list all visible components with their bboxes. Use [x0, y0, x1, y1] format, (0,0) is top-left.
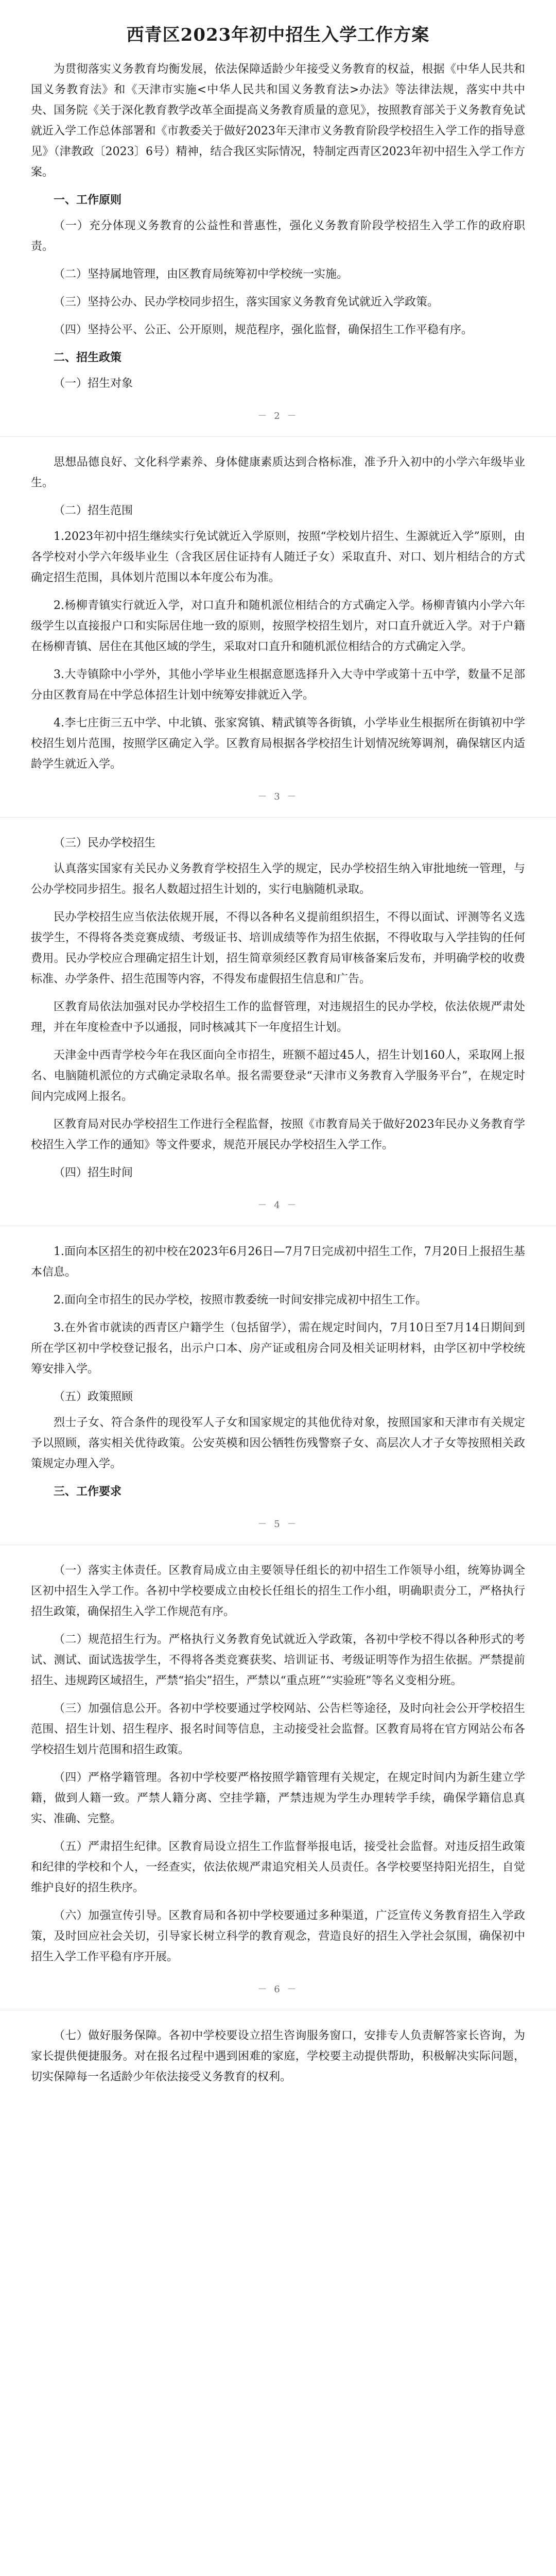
intro-paragraph: 为贯彻落实义务教育均衡发展，依法保障适龄少年接受义务教育的权益，根据《中华人民共和国义务教育法》和《天津市实施<中华人民共和国义务教育法>办法》等法律法规，落实中共中央、国务院《关于深化教育教学改革全面提高义务教育质量的意见》，按照教育部关于义务教育免试就近入学工作总体部署和《市教委关于做好2023年天津市义务教育阶段学校招生入学工作的指导意见》（津教政〔2023〕6号）精神，结合我区实际情况，特制定西青区2023年初中招生入学工作方案。 [31, 63, 525, 179]
document-body [31, 190, 525, 2088]
body-paragraph: （一）落实主体责任。区教育局成立由主要领导任组长的初中招生工作领导小组，统筹协调全区初中招生入学工作。各初中学校要成立由校长任组长的招生工作小组，明确职责分工，严格执行招生政策，确保招生入学工作规范有序。 [31, 1564, 525, 1618]
body-paragraph: （六）加强宣传引导。区教育局和各初中学校要通过多种渠道，广泛宣传义务教育招生入学政策，及时回应社会关切，引导家长树立科学的教育观念，营造良好的招生入学社会氛围，确保初中招生入学工作平稳有序开展。 [31, 1909, 525, 1963]
body-paragraph: 4.李七庄街三五中学、中北镇、张家窝镇、精武镇等各街镇，小学毕业生根据所在街镇初中学校招生划片范围，按照学区确定入学。区教育局根据各学校招生计划情况统筹调剂，确保辖区内适龄学生就近入学。 [31, 717, 525, 771]
body-paragraph: （三）加强信息公开。各初中学校要通过学校网站、公告栏等途径，及时向社会公开学校招生范围、招生计划、招生程序、报名时间等信息，主动接受社会监督。区教育局将在官方网站公布各学校招生划片范围和招生政策。 [31, 1702, 525, 1756]
body-paragraph: 2.杨柳青镇实行就近入学，对口直升和随机派位相结合的方式确定入学。杨柳青镇内小学六年级学生以直接报户口和实际居住地一致的原则，按照学校招生划片，对口直升就近入学。对于户籍在杨柳青镇、居住在其他区域的学生，采取对口直升和随机派位相结合的方式确定入学。 [31, 599, 525, 653]
body-paragraph: 烈士子女、符合条件的现役军人子女和国家规定的其他优待对象，按照国家和天津市有关规定予以照顾，落实相关优待政策。公安英模和因公牺牲伤残警察子女、高层次人才子女等按照相关政策规定办理入学。 [31, 1416, 525, 1470]
subsection-heading: （一）招生对象 [54, 377, 133, 390]
body-paragraph: （二）规范招生行为。严格执行义务教育免试就近入学政策，各初中学校不得以各种形式的考试、测试、面试选拔学生，不得将各类竞赛获奖、培训证书、考级证明等作为招生依据。严禁提前招生、违规跨区域招生，严禁“掐尖”招生，严禁以“重点班”“实验班”等名义变相分班。 [31, 1633, 525, 1687]
subsection-heading: （四）招生时间 [54, 1166, 133, 1179]
body-paragraph: 民办学校招生应当依法依规开展，不得以各种名义提前组织招生，不得以面试、评测等名义选拔学生，不得将各类竞赛成绩、考级证书、培训成绩等作为招生依据，不得收取与入学挂钩的任何费用。民办学校应合理确定招生计划，招生简章须经区教育局审核备案后发布，并明确学校的收费标准、办学条件、招生范围等内容，不得发布虚假招生信息和广告。 [31, 911, 525, 986]
page-number: － 5 － [257, 1519, 299, 1530]
body-paragraph: 2.面向全市招生的民办学校，按照市教委统一时间安排完成初中招生工作。 [54, 1294, 427, 1307]
body-paragraph: 区教育局依法加强对民办学校招生工作的监督管理，对违规招生的民办学校，依法依规严肃处理，并在年度检查中予以通报，同时核减其下一年度招生计划。 [31, 1001, 525, 1034]
body-paragraph: 天津金中西青学校今年在我区面向全市招生，班额不超过45人，招生计划160人，采取网上报名、电脑随机派位的方式确定录取名单。报名需要登录“天津市义务教育入学服务平台”，在规定时间内完成网上报名。 [31, 1049, 525, 1103]
page-number: － 3 － [257, 791, 299, 802]
body-paragraph: 认真落实国家有关民办义务教育学校招生入学的规定，民办学校招生纳入审批地统一管理，与公办学校同步招生。报名人数超过招生计划的，实行电脑随机录取。 [31, 862, 525, 896]
body-paragraph: （四）严格学籍管理。各初中学校要严格按照学籍管理有关规定，在规定时间内为新生建立学籍，做到人籍一致。严禁人籍分离、空挂学籍，严禁违规为学生办理转学手续，确保学籍信息真实、准确、完整。 [31, 1771, 525, 1825]
body-paragraph: （二）坚持属地管理，由区教育局统筹初中学校统一实施。 [54, 268, 349, 281]
page-divider [0, 436, 556, 437]
body-paragraph: （三）坚持公办、民办学校同步招生，落实国家义务教育免试就近入学政策。 [54, 296, 439, 309]
section-heading: 三、工作要求 [54, 1485, 122, 1498]
subsection-heading: （五）政策照顾 [54, 1391, 133, 1403]
document-title: 西青区2023年初中招生入学工作方案 [126, 25, 430, 45]
page-divider [0, 817, 556, 818]
document-intro [31, 59, 525, 183]
page-number: － 2 － [257, 411, 299, 421]
body-paragraph: （四）坚持公平、公正、公开原则，规范程序，强化监督，确保招生工作平稳有序。 [54, 324, 473, 336]
page-number: － 6 － [257, 1984, 299, 1995]
body-paragraph: 1.2023年初中招生继续实行免试就近入学原则，按照“学校划片招生、生源就近入学”原则，由各学校对小学六年级毕业生（含我区居住证持有人随迁子女）采取直升、对口、划片相结合的方式确定招生范围，具体划片范围以本年度公布为准。 [31, 530, 525, 584]
body-paragraph: （一）充分体现义务教育的公益性和普惠性，强化义务教育阶段学校招生入学工作的政府职责。 [31, 219, 525, 253]
body-paragraph: 1.面向本区招生的初中校在2023年6月26日—7月7日完成初中招生工作，7月20日上报招生基本信息。 [31, 1245, 525, 1279]
body-paragraph: 3.在外省市就读的西青区户籍学生（包括留学），需在规定时间内，7月10日至7月14日期间到所在学区初中学校登记报名，出示户口本、房产证或租房合同及相关证明材料，由学区初中学校统筹安排入学。 [31, 1321, 525, 1376]
section-heading: 一、工作原则 [54, 194, 122, 207]
subsection-heading: （三）民办学校招生 [54, 837, 156, 850]
page-number: － 4 － [257, 1200, 299, 1211]
body-paragraph: 3.大寺镇除中小学外，其他小学毕业生根据意愿选择升入大寺中学或第十五中学，数量不足部分由区教育局在中学总体招生计划中统筹安排就近入学。 [31, 668, 525, 702]
section-heading: 二、招生政策 [54, 351, 122, 364]
body-paragraph: （五）严肃招生纪律。区教育局设立招生工作监督举报电话，接受社会监督。对违反招生政策和纪律的学校和个人，一经查实，依法依规严肃追究相关人员责任。各学校要坚持阳光招生，自觉维护良好的招生秩序。 [31, 1840, 525, 1894]
body-paragraph: （七）做好服务保障。各初中学校要设立招生咨询服务窗口，安排专人负责解答家长咨询，为家长提供便捷服务。对在报名过程中遇到困难的家庭，学校要主动提供帮助，积极解决实际问题，切实保障每一名适龄少年依法接受义务教育的权利。 [31, 2029, 525, 2083]
subsection-heading: （二）招生范围 [54, 504, 133, 517]
body-paragraph: 思想品德良好、文化科学素养、身体健康素质达到合格标准，准予升入初中的小学六年级毕业生。 [31, 456, 525, 489]
body-paragraph: 区教育局对民办学校招生工作进行全程监督，按照《市教育局关于做好2023年民办义务教育学校招生入学工作的通知》等文件要求，规范开展民办学校招生入学工作。 [31, 1118, 525, 1151]
